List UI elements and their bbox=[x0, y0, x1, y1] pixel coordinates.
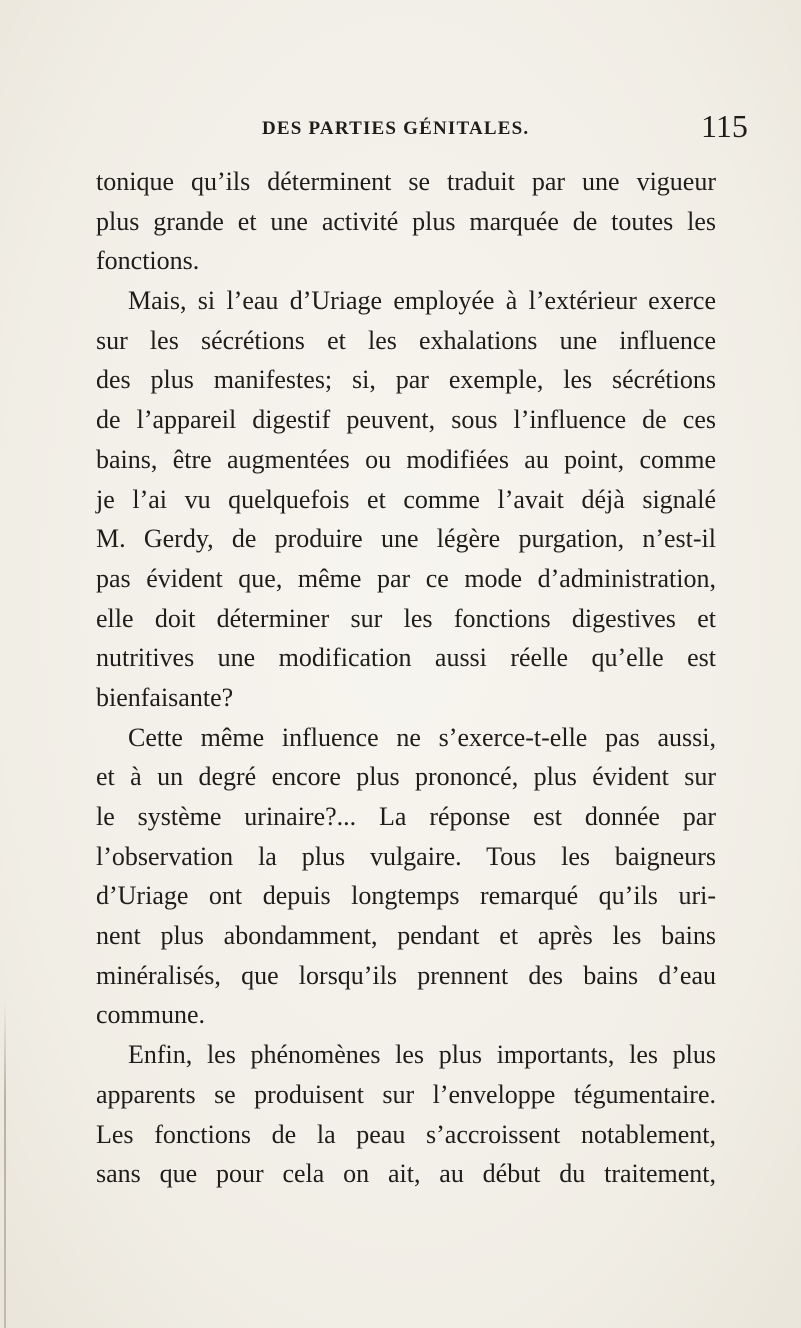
text-line: Cette même influence ne s’exerce-t-elle pas aussi, bbox=[128, 722, 716, 752]
text-line: nutritives une modification aussi réelle qu’elle est bbox=[96, 643, 716, 673]
text-line: Enfin, les phénomènes les plus importants, les plus bbox=[128, 1040, 716, 1070]
text-line: minéralisés, que lorsqu’ils prennent des bains d’eau bbox=[96, 960, 716, 990]
running-title: DES PARTIES GÉNITALES. bbox=[262, 118, 530, 139]
page-number: 115 bbox=[701, 108, 748, 144]
text-line: bains, être augmentées ou modifiées au point, comme bbox=[96, 444, 716, 474]
page-edge-shadow bbox=[4, 1000, 6, 1328]
text-line: Les fonctions de la peau s’accroissent notablement, bbox=[96, 1119, 716, 1149]
text-line: je l’ai vu quelquefois et comme l’avait déjà signalé bbox=[96, 484, 716, 514]
text-line: nent plus abondamment, pendant et après les bains bbox=[96, 921, 716, 951]
page-header bbox=[0, 108, 801, 148]
text-line: elle doit déterminer sur les fonctions digestives et bbox=[96, 603, 716, 633]
text-line: plus grande et une activité plus marquée de toutes les bbox=[96, 206, 716, 236]
text-line: de l’appareil digestif peuvent, sous l’influence de ces bbox=[96, 405, 716, 435]
text-line: sur les sécrétions et les exhalations une influence bbox=[96, 325, 716, 355]
text-line: pas évident que, même par ce mode d’administration, bbox=[96, 563, 716, 593]
text-line: le système urinaire?... La réponse est donnée par bbox=[96, 802, 716, 831]
text-line: Mais, si l’eau d’Uriage employée à l’extérieur exerce bbox=[128, 286, 716, 316]
text-line: d’Uriage ont depuis longtemps remarqué qu’ils uri- bbox=[96, 881, 716, 911]
text-line: des plus manifestes; si, par exemple, les sécrétions bbox=[96, 365, 716, 395]
text-line: tonique qu’ils déterminent se traduit par une vigueur bbox=[96, 167, 716, 196]
text-line: M. Gerdy, de produire une légère purgation, n’est-il bbox=[96, 524, 716, 554]
text-line: commune. bbox=[96, 1000, 206, 1030]
text-line: fonctions. bbox=[96, 246, 200, 276]
text-line: et à un degré encore plus prononcé, plus évident sur bbox=[96, 762, 716, 792]
text-line: bienfaisante? bbox=[96, 682, 234, 712]
body-text bbox=[96, 162, 716, 1194]
text-line: l’observation la plus vulgaire. Tous les baigneurs bbox=[96, 841, 716, 871]
text-line: apparents se produisent sur l’enveloppe tégumentaire. bbox=[96, 1079, 716, 1109]
text-line: sans que pour cela on ait, au début du traitement, bbox=[96, 1159, 716, 1189]
